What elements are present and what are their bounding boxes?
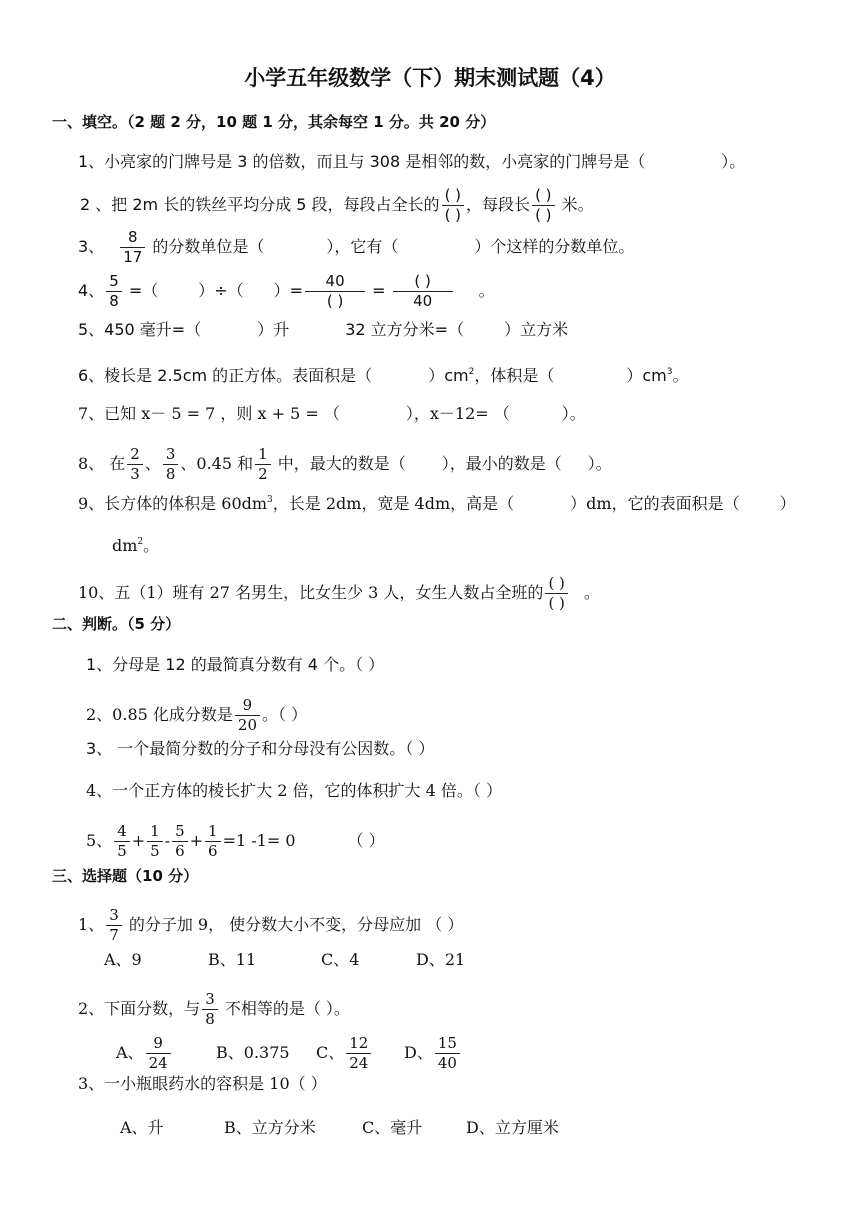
frac-den: 40 xyxy=(437,1054,457,1072)
s2-q4: 4、一个正方体的棱长扩大 2 倍，它的体积扩大 4 倍。（ ） xyxy=(86,781,502,800)
s1-q4 xyxy=(78,272,495,311)
option-a[interactable] xyxy=(116,1034,216,1073)
s2-q5 xyxy=(86,822,385,861)
frac-den: ( ) xyxy=(444,206,462,224)
s1-q4-text-d: ）= xyxy=(273,281,304,300)
s1-q9-text-c: ）dm，它的表面积是（ xyxy=(570,494,740,513)
s1-q3-fraction xyxy=(120,228,145,267)
s1-q9-text-e: dm xyxy=(112,536,138,555)
s1-q2 xyxy=(80,186,594,225)
option-c[interactable] xyxy=(316,1034,404,1073)
option-b[interactable]: B、0.375 xyxy=(216,1043,290,1062)
s1-q9 xyxy=(78,490,796,514)
s1-q4-label: 4、 xyxy=(78,281,105,300)
frac-den: 5 xyxy=(117,842,127,860)
s1-q6-sup-2: 2 xyxy=(468,367,475,377)
s3-q1-text: 的分子加 9， 使分数大小不变，分母应加 （ ） xyxy=(123,915,464,934)
s1-q3-text-b: 的分数单位是（ xyxy=(147,237,265,256)
s1-q4-fraction-2 xyxy=(305,272,365,311)
option-c[interactable]: C、4 xyxy=(321,950,360,969)
s1-q3-num-label: 3、 xyxy=(78,237,105,256)
s1-q8-text-b: 、0.45 和 xyxy=(180,454,254,473)
s3-q2-options xyxy=(116,1034,462,1073)
option-b[interactable]: B、11 xyxy=(208,950,257,969)
s3-q2-text-a: 2、下面分数，与 xyxy=(78,999,201,1018)
s1-q6-text-d: ）cm xyxy=(626,366,667,385)
frac-den: 8 xyxy=(109,292,119,310)
frac-den: 17 xyxy=(123,248,143,266)
s1-q9-cont xyxy=(112,532,159,556)
s2-q5-label: 5、 xyxy=(86,831,113,850)
frac-num: 15 xyxy=(435,1034,460,1054)
frac-num: 1 xyxy=(147,822,163,842)
frac-den: 7 xyxy=(109,926,119,944)
frac-den: ( ) xyxy=(535,206,552,224)
s1-q1-text: 1、小亮家的门牌号是 3 的倍数，而且与 308 是相邻的数，小亮家的门牌号是（ xyxy=(78,152,646,171)
frac-den: 8 xyxy=(165,465,176,483)
s2-q5-result: =1 -1= 0 xyxy=(222,831,296,850)
s2-q2-text-b: 。（ ） xyxy=(262,705,308,724)
frac-den: 3 xyxy=(130,465,140,483)
s1-q1-end: ）。 xyxy=(721,152,746,171)
frac-den: 8 xyxy=(205,1010,215,1028)
frac-den: ( ) xyxy=(326,292,344,310)
s3-q2-text-b: 不相等的是（ ）。 xyxy=(219,999,350,1018)
s2-q5-fraction-2 xyxy=(147,822,163,861)
frac-num: ( ) xyxy=(442,186,464,206)
s3-q1-fraction xyxy=(106,906,122,945)
s3-q3: 3、一小瓶眼药水的容积是 10（ ） xyxy=(78,1074,327,1093)
s1-q5 xyxy=(78,320,568,340)
option-a[interactable]: A、9 xyxy=(104,950,142,969)
option-b[interactable]: B、立方分米 xyxy=(224,1118,316,1137)
section1-heading: 一、填空。（2 题 2 分，10 题 1 分，其余每空 1 分。共 20 分） xyxy=(52,113,496,131)
s1-q8-sep: 、 xyxy=(144,454,161,473)
frac-den: 6 xyxy=(208,842,218,860)
s2-q2-fraction xyxy=(235,696,260,735)
s1-q4-fraction-3 xyxy=(393,272,453,311)
frac-num: 3 xyxy=(163,445,179,465)
s1-q8-text-e: ）。 xyxy=(587,454,612,473)
frac-num: 40 xyxy=(305,272,365,292)
s1-q10 xyxy=(78,574,600,613)
frac-num: 3 xyxy=(106,906,122,926)
s1-q9-sup-2: 2 xyxy=(137,537,144,547)
s1-q9-text-f: 。 xyxy=(143,536,160,555)
s1-q6-end: 。 xyxy=(672,366,689,385)
s1-q6-text-b: ）cm xyxy=(428,366,469,385)
frac-num: 5 xyxy=(172,822,188,842)
frac-den: 20 xyxy=(237,716,257,734)
frac-num: 12 xyxy=(346,1034,371,1054)
s1-q6-text-a: 6、棱长是 2.5cm 的正方体。表面积是（ xyxy=(78,366,373,385)
s1-q8-text-c: 中，最大的数是（ xyxy=(272,454,406,473)
s1-q8 xyxy=(78,445,612,484)
frac-den: ( ) xyxy=(548,594,565,612)
s1-q4-text-b: =（ xyxy=(123,281,159,300)
s3-q2 xyxy=(78,990,350,1029)
frac-den: 2 xyxy=(258,465,268,483)
frac-num: 5 xyxy=(106,272,122,292)
s1-q4-end: 。 xyxy=(478,281,495,300)
option-a[interactable]: A、升 xyxy=(120,1118,164,1137)
s3-q2-fraction xyxy=(202,990,218,1029)
s1-q10-end: 。 xyxy=(583,583,600,602)
s1-q1 xyxy=(78,152,745,172)
s1-q2-text-a: 2 、把 2m 长的铁丝平均分成 5 段，每段占全长的 xyxy=(80,195,440,214)
option-d[interactable] xyxy=(404,1034,462,1073)
s1-q2-fraction-2 xyxy=(532,186,554,225)
frac-num: 2 xyxy=(127,445,143,465)
option-d[interactable]: D、21 xyxy=(416,950,466,969)
s2-q3: 3、 一个最简分数的分子和分母没有公因数。（ ） xyxy=(86,739,435,758)
frac-num: 9 xyxy=(235,696,260,716)
option-d-label: D、 xyxy=(404,1043,433,1062)
s3-q3-options xyxy=(120,1118,559,1138)
frac-num: 9 xyxy=(146,1034,171,1054)
s2-q5-fraction-4 xyxy=(205,822,221,861)
s1-q6 xyxy=(78,362,688,386)
frac-num: 1 xyxy=(205,822,221,842)
s2-q5-op2: - xyxy=(164,831,171,850)
frac-num: 4 xyxy=(114,822,130,842)
frac-den: 24 xyxy=(148,1054,168,1072)
s1-q10-text-a: 10、五（1）班有 27 名男生，比女生少 3 人，女生人数占全班的 xyxy=(78,583,544,602)
s1-q5-text-a: 5、450 毫升=（ xyxy=(78,320,202,339)
s1-q9-sup-3: 3 xyxy=(267,495,273,505)
s1-q7-text-a: 7、已知 x－ 5 = 7 ，则 x + 5 = （ xyxy=(78,404,340,423)
s1-q2-text-b: ，每段长 xyxy=(466,195,531,214)
s1-q7 xyxy=(78,404,586,424)
s2-q5-fraction-1 xyxy=(114,822,130,861)
s1-q9-text-a: 9、长方体的体积是 60dm xyxy=(78,494,268,513)
s2-q2 xyxy=(86,696,307,735)
frac-num: ( ) xyxy=(393,272,453,292)
frac-num: ( ) xyxy=(532,186,554,206)
s2-q5-op3: + xyxy=(189,831,204,850)
s1-q5-text-b: ）升 xyxy=(257,320,290,339)
option-c-fraction xyxy=(346,1034,371,1073)
s1-q4-text-c: ）÷（ xyxy=(198,281,244,300)
frac-num: ( ) xyxy=(545,574,567,594)
s3-q1 xyxy=(78,906,463,945)
s2-q1: 1、分母是 12 的最简真分数有 4 个。（ ） xyxy=(86,655,385,674)
s1-q7-text-b: ），x－12= （ xyxy=(405,404,510,423)
s3-q1-label: 1、 xyxy=(78,915,105,934)
option-c[interactable]: C、毫升 xyxy=(362,1118,423,1137)
s1-q6-text-c: ，体积是（ xyxy=(474,366,555,385)
page-title: 小学五年级数学（下）期末测试题（4） xyxy=(244,66,616,90)
s1-q3-text-d: ）个这样的分数单位。 xyxy=(474,237,635,256)
s3-q1-options xyxy=(104,950,465,970)
frac-den: 6 xyxy=(175,842,185,860)
s1-q8-text-a: 8、 在 xyxy=(78,454,126,473)
s1-q4-equals: = xyxy=(367,281,391,300)
s1-q3 xyxy=(78,228,634,267)
s1-q9-text-d: ） xyxy=(779,494,796,513)
frac-num: 8 xyxy=(120,228,145,248)
option-c-label: C、 xyxy=(316,1043,345,1062)
s1-q8-fraction-3 xyxy=(255,445,271,484)
s1-q4-fraction-1 xyxy=(106,272,122,311)
s1-q7-text-c: ）。 xyxy=(561,404,586,423)
option-a-label: A、 xyxy=(116,1043,144,1062)
s1-q9-text-b: ，长是 2dm，宽是 4dm，高是（ xyxy=(272,494,515,513)
s1-q8-fraction-1 xyxy=(127,445,143,484)
frac-den: 40 xyxy=(413,292,433,310)
option-d[interactable]: D、立方厘米 xyxy=(466,1118,559,1137)
s1-q5-text-c: 32 立方分米=（ xyxy=(345,320,465,339)
frac-den: 5 xyxy=(150,842,160,860)
s1-q2-text-c: 米。 xyxy=(556,195,594,214)
s2-q5-op1: + xyxy=(131,831,146,850)
frac-den: 24 xyxy=(349,1054,369,1072)
s1-q8-fraction-2 xyxy=(163,445,179,484)
s1-q8-text-d: ），最小的数是（ xyxy=(441,454,562,473)
s1-q6-sup-3: 3 xyxy=(666,367,673,377)
section3-heading: 三、选择题（10 分） xyxy=(52,867,199,885)
option-a-fraction xyxy=(146,1034,171,1073)
s1-q3-text-c: ），它有（ xyxy=(326,237,399,256)
frac-num: 3 xyxy=(202,990,218,1010)
s2-q5-answer: （ ） xyxy=(347,831,385,850)
s1-q5-text-d: ）立方米 xyxy=(504,320,569,339)
s1-q10-fraction xyxy=(545,574,567,613)
option-d-fraction xyxy=(435,1034,460,1073)
s1-q2-fraction-1 xyxy=(442,186,464,225)
section2-heading: 二、判断。（5 分） xyxy=(52,615,181,633)
s2-q2-text-a: 2、0.85 化成分数是 xyxy=(86,705,233,724)
frac-num: 1 xyxy=(255,445,271,465)
s2-q5-fraction-3 xyxy=(172,822,188,861)
